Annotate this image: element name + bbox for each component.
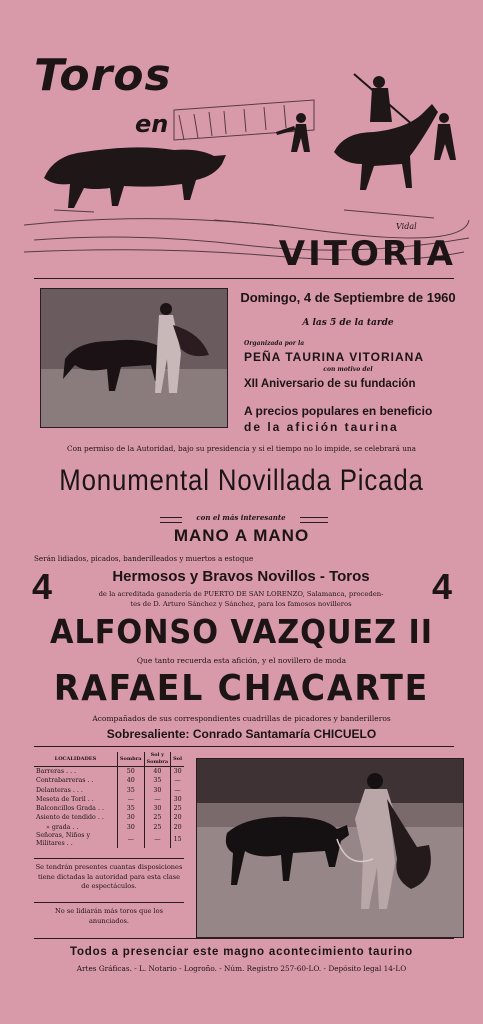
bullfight-photo-1	[40, 288, 228, 428]
subtitle-rule-right	[300, 517, 328, 523]
price-note-1: Se tendrán presentes cuantas disposiciones tiene dictadas la autoridad para esta clase de espectáculos.	[35, 863, 183, 891]
row-label: Balconcillos Grada . .	[36, 805, 104, 813]
price-cell: —	[117, 795, 144, 804]
lidiados-text: Serán lidiados, picados, banderilleados y muertos a estoque	[34, 554, 254, 563]
price-cell: 35	[144, 776, 171, 785]
event-date: Domingo, 4 de Septiembre de 1960	[240, 290, 456, 305]
price-cell: —	[117, 832, 144, 848]
ranch-line-2: tes de D. Arturo Sánchez y Sánchez, para los famosos novilleros	[130, 600, 352, 608]
table-row	[34, 813, 184, 822]
bullfight-photo-2	[196, 758, 464, 938]
benefit-line-1: A precios populares en beneficio	[244, 404, 433, 418]
price-cell: 50	[117, 767, 144, 777]
row-label: Asiento de tendido . .	[36, 814, 104, 822]
divider-mid	[34, 746, 454, 747]
table-row	[34, 795, 184, 804]
price-table	[34, 752, 184, 848]
mano-a-mano: MANO A MANO	[173, 526, 310, 545]
benefit-line-2: de la afición taurina	[244, 420, 399, 434]
table-row	[34, 832, 184, 848]
table-row	[34, 823, 184, 832]
title-en: en	[135, 110, 169, 138]
price-note-2: No se lidiarán más toros que los anunciados.	[55, 907, 163, 925]
price-cell: 20	[171, 813, 184, 822]
row-label: Barreras . . .	[36, 768, 77, 775]
table-divider-1	[34, 858, 184, 859]
header-sombra: Sombra	[117, 752, 144, 767]
price-cell: —	[171, 776, 184, 785]
price-cell: 30	[117, 823, 144, 832]
main-title: Monumental Novillada Picada	[59, 464, 424, 497]
price-cell: 30	[117, 813, 144, 822]
price-cell: 30	[171, 795, 184, 804]
event-time: A las 5 de la tarde	[302, 318, 394, 328]
motive: con motivo del	[323, 366, 373, 373]
price-cell: 35	[117, 786, 144, 795]
footer-slogan: Todos a presenciar este magno acontecimiento taurino	[69, 946, 413, 958]
table-row	[34, 786, 184, 795]
anniversary: XII Aniversario de su fundación	[244, 378, 416, 390]
header-localidades: LOCALIDADES	[34, 752, 117, 767]
price-cell: 25	[171, 804, 184, 813]
table-row	[34, 767, 184, 777]
ranch-line-1: de la acreditada ganadería de PUERTO DE SAN LORENZO, Salamanca, proceden-	[98, 590, 384, 598]
subtitle-rule-left	[160, 517, 182, 523]
row-label: Meseta de Toril . .	[36, 795, 94, 803]
price-cell: 30	[144, 804, 171, 813]
price-cell: —	[144, 795, 171, 804]
price-cell: 30	[144, 786, 171, 795]
price-cell: 40	[117, 776, 144, 785]
artist-signature: Vidal	[396, 222, 417, 231]
price-cell: 20	[171, 823, 184, 832]
row-label: » grada . .	[46, 823, 79, 831]
price-cell: 25	[144, 823, 171, 832]
organized-by: Organizada por la	[244, 340, 305, 347]
table-row	[34, 776, 184, 785]
divider-bottom	[34, 938, 454, 939]
row-label: Contrabarreras . .	[36, 777, 94, 785]
sobresaliente: Sobresaliente: Conrado Santamaría CHICUELO	[106, 727, 377, 741]
header-sol-y-sombra: Sol y Sombra	[144, 752, 171, 767]
row-label: Delanteras . . .	[36, 786, 83, 794]
price-table-header	[34, 752, 184, 767]
city-title: VITORIA	[278, 234, 456, 274]
bull-sketch	[44, 147, 226, 208]
price-cell: —	[171, 786, 184, 795]
price-cell: 15	[171, 832, 184, 848]
row-label: Señoras, Niños y Militares . .	[36, 832, 91, 848]
price-cell: —	[144, 832, 171, 848]
table-divider-2	[34, 902, 184, 903]
torero-1-note: Que tanto recuerda esta afición, y el novillero de moda	[136, 656, 347, 665]
title-toros: Toros	[34, 50, 172, 101]
divider-top	[34, 278, 454, 279]
footer-printer: Artes Gráficas. - L. Notario - Logroño. - Núm. Registro 257-60-LO. - Depósito legal 14-LO	[76, 964, 407, 973]
price-cell: 40	[144, 767, 171, 777]
torero-1: ALFONSO VAZQUEZ II	[50, 612, 433, 651]
header-sol: Sol	[171, 752, 184, 767]
permission-text: Con permiso de la Autoridad, bajo su presidencia y si el tiempo no lo impide, se celebrará una	[67, 444, 416, 453]
price-cell: 30	[171, 767, 184, 777]
bull-count-left: 4	[32, 566, 53, 607]
bull-count-right: 4	[432, 566, 453, 607]
cuadrillas-text: Acompañados de sus correspondientes cuadrillas de picadores y banderilleros	[92, 714, 391, 723]
bulls-description: Hermosos y Bravos Novillos - Toros	[112, 568, 370, 585]
price-cell: 35	[117, 804, 144, 813]
torero-2: RAFAEL CHACARTE	[53, 668, 430, 709]
table-row	[34, 804, 184, 813]
price-cell: 25	[144, 813, 171, 822]
subtitle: con el más interesante	[196, 513, 286, 522]
organizer: PEÑA TAURINA VITORIANA	[244, 350, 425, 364]
